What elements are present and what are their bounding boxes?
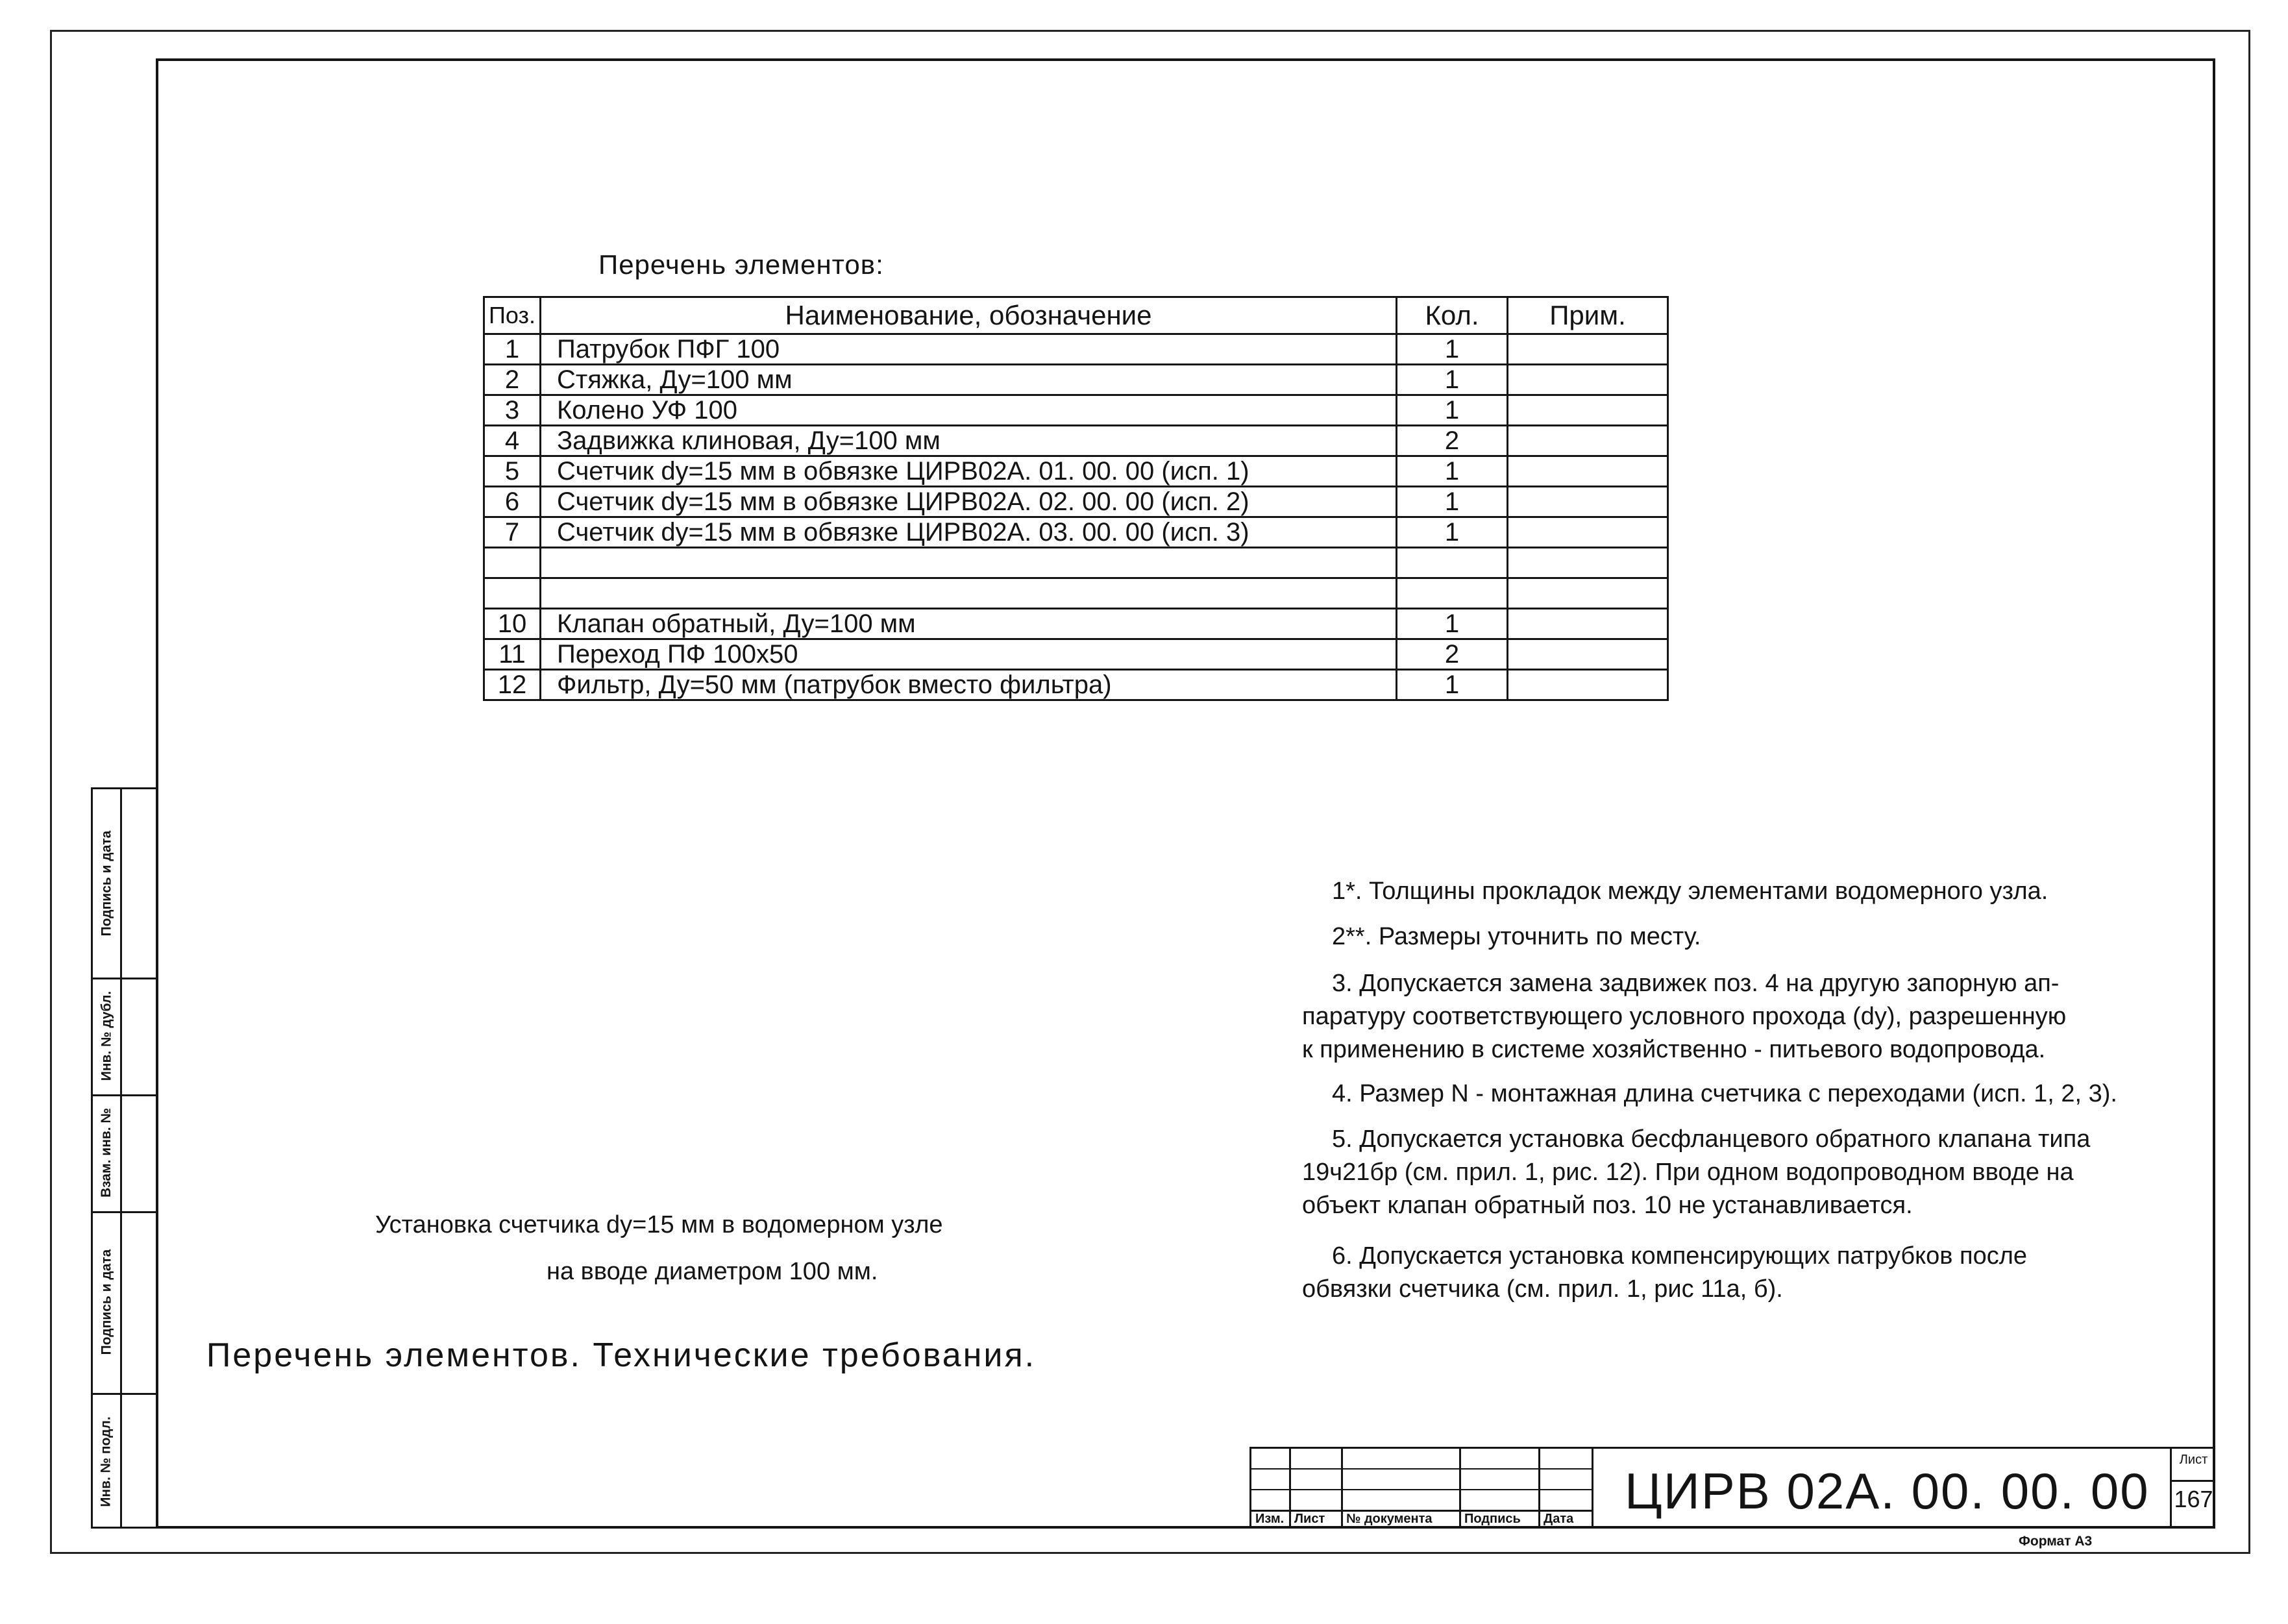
cell-name: Переход ПФ 100х50 — [541, 639, 1397, 670]
elements-table — [483, 296, 1669, 701]
cell-qty: 1 — [1397, 487, 1508, 517]
stamp-col-sign: Подпись — [1464, 1512, 1521, 1526]
cell-note — [1508, 334, 1668, 365]
table-row — [484, 456, 1668, 487]
cell-qty: 1 — [1397, 517, 1508, 548]
table-row — [484, 578, 1668, 609]
cell-name: Счетчик dy=15 мм в обвязке ЦИРВ02А. 03. 00. 00 (исп. 3) — [541, 517, 1397, 548]
table-row — [484, 334, 1668, 365]
note-2: 2**. Размеры уточнить по месту. — [1332, 923, 1701, 950]
cell-name — [541, 548, 1397, 578]
caption-line-2: на вводе диаметром 100 мм. — [547, 1258, 878, 1285]
cell-name: Колено УФ 100 — [541, 395, 1397, 426]
cell-name: Счетчик dy=15 мм в обвязке ЦИРВ02А. 01. 00. 00 (исп. 1) — [541, 456, 1397, 487]
caption-line-1: Установка счетчика dy=15 мм в водомерном узле — [375, 1211, 943, 1238]
cell-pos: 4 — [484, 426, 541, 456]
cell-qty: 1 — [1397, 365, 1508, 395]
cell-name: Задвижка клиновая, Ду=100 мм — [541, 426, 1397, 456]
cell-note — [1508, 395, 1668, 426]
note-5-line-1: 5. Допускается установка бесфланцевого обратного клапана типа — [1332, 1126, 2091, 1153]
cell-pos: 3 — [484, 395, 541, 426]
cell-note — [1508, 578, 1668, 609]
note-4: 4. Размер N - монтажная длина счетчика с переходами (исп. 1, 2, 3). — [1332, 1080, 2117, 1107]
cell-name: Клапан обратный, Ду=100 мм — [541, 609, 1397, 639]
strip-label-sign-date-1: Подпись и дата — [99, 1249, 114, 1355]
format-label: Формат А3 — [2019, 1534, 2093, 1549]
table-row — [484, 639, 1668, 670]
cell-pos: 12 — [484, 670, 541, 700]
strip-label-vzam-inv: Взам. инв. № — [99, 1108, 114, 1198]
revision-stamp — [1249, 1447, 1592, 1529]
header-name: Наименование, обозначение — [541, 297, 1397, 334]
cell-note — [1508, 639, 1668, 670]
cell-qty — [1397, 578, 1508, 609]
strip-label-inv-podl: Инв. № подл. — [99, 1416, 114, 1507]
cell-note — [1508, 670, 1668, 700]
cell-note — [1508, 426, 1668, 456]
cell-note — [1508, 609, 1668, 639]
bottom-title: Перечень элементов. Технические требования. — [206, 1336, 1037, 1374]
note-3-line-2: паратуру соответствующего условного прохода (dy), разрешенную — [1302, 1003, 2067, 1030]
cell-name: Счетчик dy=15 мм в обвязке ЦИРВ02А. 02. 00. 00 (исп. 2) — [541, 487, 1397, 517]
strip-label-inv-dubl: Инв. № дубл. — [99, 990, 114, 1081]
doc-code: ЦИРВ 02А. 00. 00. 00 — [1625, 1462, 2150, 1519]
table-row — [484, 548, 1668, 578]
cell-name — [541, 578, 1397, 609]
cell-pos: 6 — [484, 487, 541, 517]
cell-name: Стяжка, Ду=100 мм — [541, 365, 1397, 395]
note-6-line-2: обвязки счетчика (см. прил. 1, рис 11а, б). — [1302, 1275, 1783, 1303]
note-1: 1*. Толщины прокладок между элементами водомерного узла. — [1332, 878, 2048, 905]
sheet-number: 167 — [2172, 1480, 2215, 1513]
header-pos: Поз. — [484, 297, 541, 334]
cell-name: Фильтр, Ду=50 мм (патрубок вместо фильтра) — [541, 670, 1397, 700]
header-qty: Кол. — [1397, 297, 1508, 334]
cell-qty: 1 — [1397, 609, 1508, 639]
cell-note — [1508, 548, 1668, 578]
cell-pos: 11 — [484, 639, 541, 670]
stamp-col-list: Лист — [1294, 1512, 1325, 1526]
note-5-line-2: 19ч21бр (см. прил. 1, рис. 12). При одном водопроводном вводе на — [1302, 1159, 2074, 1186]
header-note: Прим. — [1508, 297, 1668, 334]
binding-strip — [91, 787, 156, 1529]
stamp-col-doc: № документа — [1346, 1512, 1433, 1526]
cell-qty: 1 — [1397, 670, 1508, 700]
doc-code-cell — [1592, 1447, 2170, 1529]
cell-qty: 1 — [1397, 395, 1508, 426]
table-row — [484, 609, 1668, 639]
table-row — [484, 426, 1668, 456]
table-row — [484, 365, 1668, 395]
cell-pos: 2 — [484, 365, 541, 395]
cell-pos: 5 — [484, 456, 541, 487]
cell-note — [1508, 487, 1668, 517]
table-row — [484, 670, 1668, 700]
drawing-frame — [156, 58, 2215, 1529]
cell-qty: 1 — [1397, 334, 1508, 365]
stamp-col-date: Дата — [1544, 1512, 1574, 1526]
cell-pos: 7 — [484, 517, 541, 548]
cell-pos: 10 — [484, 609, 541, 639]
list-heading: Перечень элементов: — [598, 249, 884, 280]
stamp-col-izm: Изм. — [1255, 1512, 1285, 1526]
cell-pos — [484, 578, 541, 609]
note-6-line-1: 6. Допускается установка компенсирующих патрубков после — [1332, 1242, 2028, 1270]
cell-qty: 2 — [1397, 639, 1508, 670]
note-3-line-3: к применению в системе хозяйственно - питьевого водопровода. — [1302, 1036, 2046, 1063]
cell-qty: 1 — [1397, 456, 1508, 487]
table-header-row — [484, 297, 1668, 334]
note-3-line-1: 3. Допускается замена задвижек поз. 4 на другую запорную ап- — [1332, 970, 2060, 997]
cell-note — [1508, 365, 1668, 395]
table-row — [484, 517, 1668, 548]
cell-qty: 2 — [1397, 426, 1508, 456]
note-5-line-3: объект клапан обратный поз. 10 не устанавливается. — [1302, 1192, 1913, 1219]
cell-name: Патрубок ПФГ 100 — [541, 334, 1397, 365]
table-row — [484, 487, 1668, 517]
sheet-cell — [2170, 1447, 2215, 1529]
cell-qty — [1397, 548, 1508, 578]
cell-note — [1508, 456, 1668, 487]
sheet-label: Лист — [2179, 1453, 2208, 1467]
table-row — [484, 395, 1668, 426]
cell-note — [1508, 517, 1668, 548]
cell-pos — [484, 548, 541, 578]
cell-pos: 1 — [484, 334, 541, 365]
strip-label-sign-date-2: Подпись и дата — [99, 830, 114, 937]
